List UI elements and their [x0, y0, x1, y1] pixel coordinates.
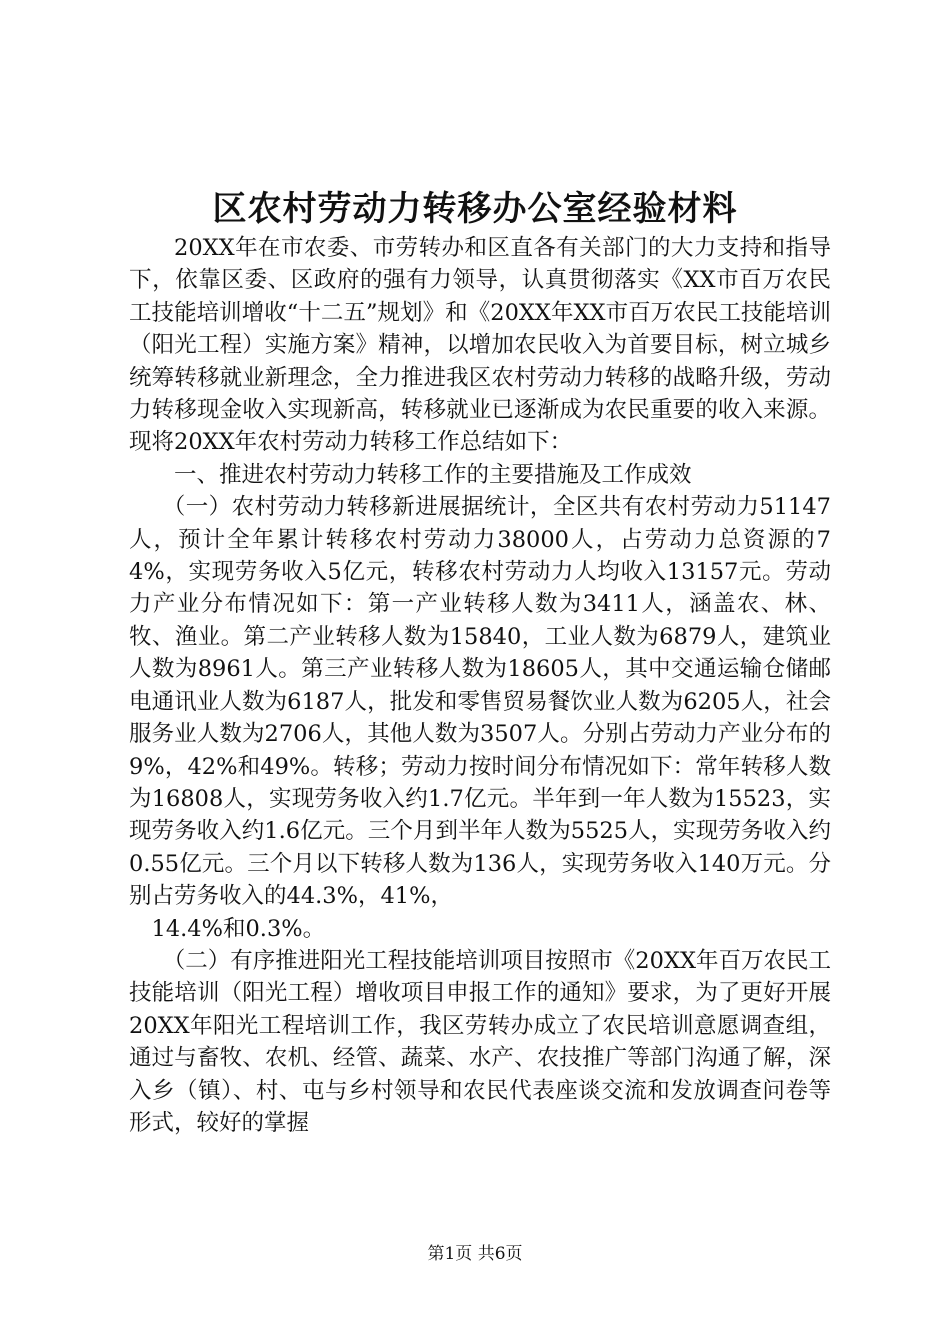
statistics-paragraph: （一）农村劳动力转移新进展据统计，全区共有农村劳动力51147人，预计全年累计转移农村劳动力38000人，占劳动力总资源的74%，实现劳务收入5亿元，转移农村劳动力人均收入13157元。劳动力产业分布情况如下：第一产业转移人数为3411人，涵盖农、林、牧、渔业。第二产业转移人数为15840，工业人数为6879人，建筑业人数为8961人。第三产业转移人数为18605人，其中交通运输仓储邮电通讯业人数为6187人，批发和零售贸易餐饮业人数为6205人，社会服务业人数为2706人，其他人数为3507人。分别占劳动力产业分布的9%，42%和49%。转移；劳动力按时间分布情况如下：常年转移人数为16808人，实现劳务收入约1.7亿元。半年到一年人数为15523，实现劳务收入约1.6亿元。三个月到半年人数为5525人，实现劳务收入约0.55亿元。三个月以下转移人数为136人，实现劳务收入140万元。分别占劳务收入的44.3%，41%，	[129, 494, 831, 910]
training-paragraph: （二）有序推进阳光工程技能培训项目按照市《20XX年百万农民工技能培训（阳光工程）增收项目申报工作的通知》要求，为了更好开展20XX年阳光工程培训工作，我区劳转办成立了农民培训意愿调查组，通过与畜牧、农机、经管、蔬菜、水产、农技推广等部门沟通了解，深入乡（镇）、村、屯与乡村领导和农民代表座谈交流和发放调查问卷等形式，较好的掌握	[129, 947, 831, 1136]
page-number-footer: 第1页 共6页	[427, 1244, 523, 1264]
document-title: 区农村劳动力转移办公室经验材料	[212, 189, 738, 229]
document-body	[129, 232, 831, 1139]
section-heading: 一、推进农村劳动力转移工作的主要措施及工作成效	[174, 461, 692, 488]
intro-paragraph: 20XX年在市农委、市劳转办和区直各有关部门的大力支持和指导下，依靠区委、区政府的强有力领导，认真贯彻落实《XX市百万农民工技能培训增收“十二五”规划》和《20XX年XX市百万农民工技能培训（阳光工程）实施方案》精神，以增加农民收入为首要目标，树立城乡统筹转移就业新理念，全力推进我区农村劳动力转移的战略升级，劳动力转移现金收入实现新高，转移就业已逐渐成为农民重要的收入来源。现将20XX年农村劳动力转移工作总结如下：	[129, 235, 831, 456]
statistics-continuation: 14.4%和0.3%。	[151, 915, 326, 942]
